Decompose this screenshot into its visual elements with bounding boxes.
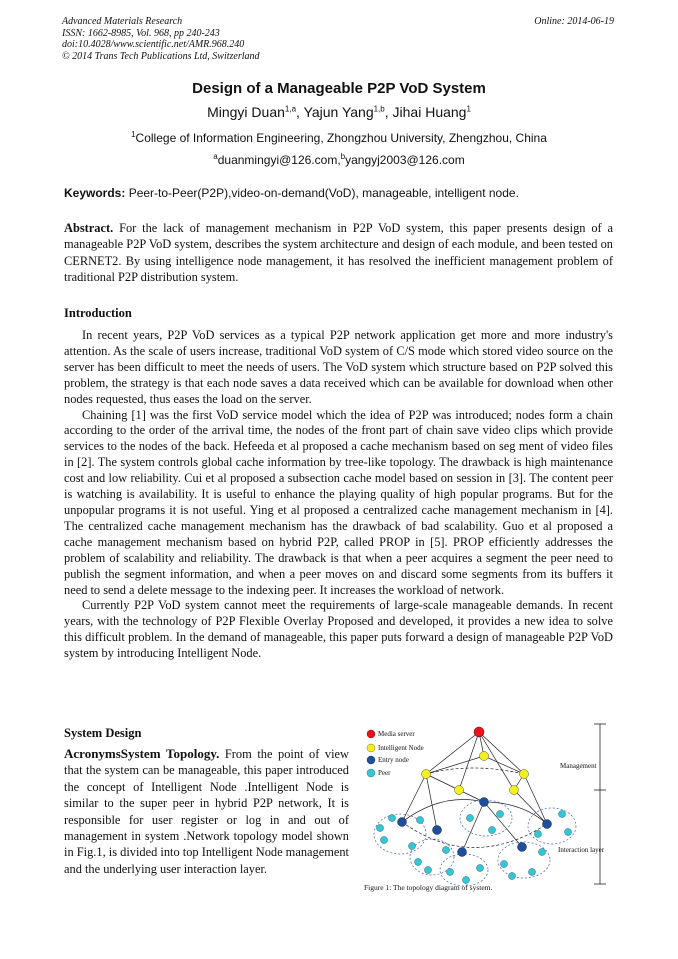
legend-peer: Peer bbox=[378, 769, 391, 777]
keywords-label: Keywords: bbox=[64, 186, 126, 200]
doi-line: doi:10.4028/www.scientific.net/AMR.968.240 bbox=[62, 39, 245, 50]
paragraph: Chaining [1] was the first VoD service model which the idea of P2P was introduced; nodes form a chain according to the order of the arrival time, the nodes of the front part of chain save video clips which provide services to the nodes of the back. Hefeeda et al proposed a cache mechanism based on seg ment of video files in [2]. The system controls global cache information by tree-like topology. The drawback is high maintenance cost and low reliability. Cui et al proposed a subsection cache model based on session in [3]. The content peer is watching is availability. It is useful to enhance the playing quality of high popular programs. But for the unpopular programs it is not useful. Ying et al proposed a centralized cache management mechanism in [4]. The centralized cache management mechanism has the drawback of bad scalability. Guo et al proposed a cache management mechanism based on hybrid P2P, called PROP in [5]. PROP efficiently addresses the problem of scalability and reliability. The drawback is that when a peer acquires a segment the peer need to publish the segment information, and when a peer moves on and discard some segments from its buffers it need to send a delete message to the indexing peer. It increases the workload of network. bbox=[64, 407, 613, 597]
online-date: Online: 2014-06-19 bbox=[534, 16, 614, 27]
author-name: Jihai Huang bbox=[392, 104, 467, 120]
abstract-label: Abstract. bbox=[64, 221, 114, 235]
abstract bbox=[64, 220, 613, 286]
figure-caption: Figure 1: The topology diagram of system. bbox=[364, 883, 493, 892]
keywords-text: Peer-to-Peer(P2P),video-on-demand(VoD), manageable, intelligent node. bbox=[125, 186, 519, 200]
author-sup: 1,a bbox=[284, 104, 297, 114]
author-name: Yajun Yang bbox=[303, 104, 374, 120]
legend-media-server: Media server bbox=[378, 730, 415, 738]
paragraph: Currently P2P VoD system cannot meet the requirements of large-scale manageable demands. In recent years, with the technology of P2P Flexible Overlay Proposed and developed, it provides a new idea to solve this difficult problem. In the demand of manageable, this paper puts forward a design of manageable P2P VoD system by introducing Intelligent Node. bbox=[64, 598, 613, 661]
emails bbox=[0, 152, 678, 167]
legend-intelligent-node: Intelligent Node bbox=[378, 744, 424, 752]
abstract-text: For the lack of management mechanism in P2P VoD system, this paper presents design of a manageable P2P VoD system, describes the system architecture and design of each module, and been tested on CERNET2. By using intelligence node management, it has resolved the inefficient management problem of traditional P2P distribution system. bbox=[64, 221, 613, 285]
copyright-line: © 2014 Trans Tech Publications Ltd, Switzerland bbox=[62, 50, 260, 62]
author-name: Mingyi Duan bbox=[207, 104, 285, 120]
system-design-heading: System Design bbox=[64, 726, 142, 740]
system-topology-subheading: AcronymsSystem Topology. bbox=[64, 746, 220, 761]
author-list: Mingyi Duan$^{1,a}$, Yajun Yang$^{1,b}$, Jihai Huang$^1$ bbox=[207, 104, 471, 120]
author-sup: 1 bbox=[466, 104, 471, 114]
email-a: duanmingyi@126.com, bbox=[217, 153, 341, 167]
management-label: Management bbox=[560, 762, 597, 770]
paper-title: Design of a Manageable P2P VoD System bbox=[192, 80, 486, 97]
email-sup-b: b bbox=[340, 152, 346, 161]
issn-line: ISSN: 1662-8985, Vol. 968, pp 240-243 bbox=[62, 27, 220, 39]
affiliation bbox=[0, 130, 678, 145]
interaction-label: Interaction layer bbox=[558, 846, 605, 854]
journal-name: Advanced Materials Research bbox=[62, 16, 183, 27]
keywords bbox=[64, 186, 624, 200]
introduction-heading: Introduction bbox=[64, 306, 132, 320]
affiliation-text: College of Information Engineering, Zhongzhou University, Zhengzhou, China bbox=[135, 131, 547, 145]
email-sup-a: a bbox=[213, 152, 218, 161]
author-sup: 1,b bbox=[373, 104, 385, 114]
paragraph: In recent years, P2P VoD services as a typical P2P network application get more and more industry's attention. As the scale of users increase, traditional VoD system of C/S mode which stored video source on the server has been difficult to meet the needs of users. The VoD system which structure based on P2P solved this problem, the strategy is that each node saves a data received which can be available for download when other nodes requested, thus eases the load on the server. bbox=[64, 328, 613, 406]
system-design-text: From the point of view that the system can be manageable, this paper introduced the concept of Intelligent Node .Intelligent Node is similar to the super peer in hybrid P2P network, It is responsible for user register or log in and out of management in system .Network topology model shown in Fig.1, is divided into top Intelligent Node management and the underlying user interaction layer. bbox=[64, 747, 349, 876]
journal-header bbox=[62, 16, 260, 62]
topology-figure bbox=[362, 722, 614, 892]
email-b: yangyj2003@126.com bbox=[345, 153, 465, 167]
legend-entry-node: Entry node bbox=[378, 756, 409, 764]
system-design-body bbox=[64, 746, 349, 877]
affiliation-sup: 1 bbox=[131, 130, 136, 139]
introduction-body bbox=[64, 328, 613, 662]
